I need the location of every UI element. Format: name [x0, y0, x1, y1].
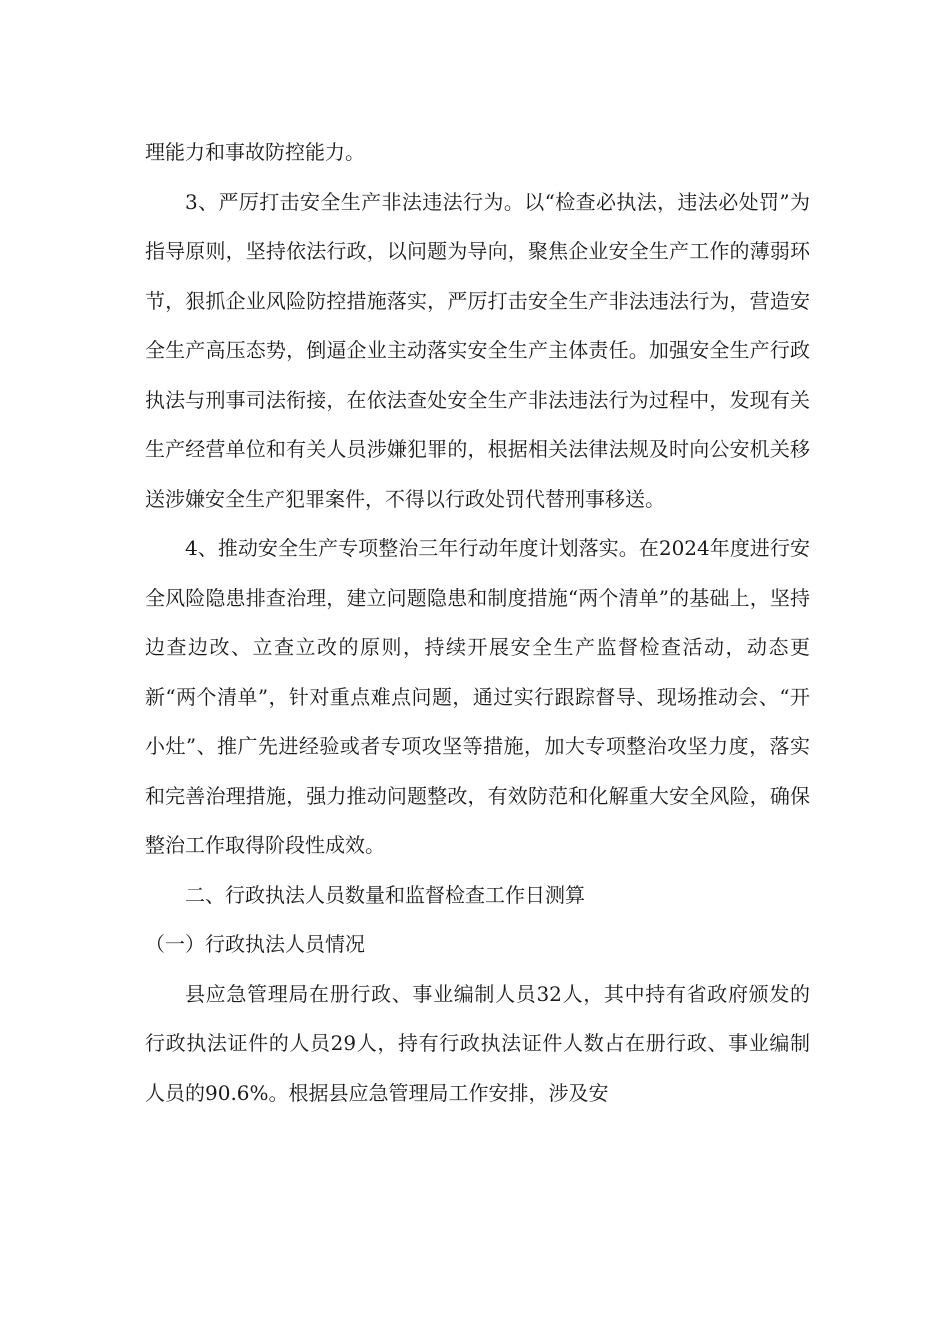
- paragraph-item-4: 4、推动安全生产专项整治三年行动年度计划落实。在2024年度进行安全风险隐患排查治理，建立问题隐患和制度措施“两个清单”的基础上，坚持边查边改、立查立改的原则，持续开展安全生产监督检查活动，动态更新“两个清单”，针对重点难点问题，通过实行跟踪督导、现场推动会、“开小灶”、推广先进经验或者专项攻坚等措施，加大专项整治攻坚力度，落实和完善治理措施，强力推动问题整改，有效防范和化解重大安全风险，确保整治工作取得阶段性成效。: [145, 536, 810, 857]
- paragraph-staff: 县应急管理局在册行政、事业编制人员32人，其中持有省政府颁发的行政执法证件的人员29人，持有行政执法证件人数占在册行政、事业编制人员的90.6%。根据县应急管理局工作安排，涉及安: [145, 981, 810, 1105]
- subsection-heading-1: （一）行政执法人员情况: [145, 932, 365, 956]
- section-heading-2: 二、行政执法人员数量和监督检查工作日测算: [185, 882, 585, 907]
- paragraph-continuation: 理能力和事故防控能力。: [145, 140, 365, 164]
- document-body: [145, 128, 810, 1118]
- paragraph-item-3: 3、严厉打击安全生产非法违法行为。以“检查必执法，违法必处罚”为指导原则，坚持依法行政，以问题为导向，聚焦企业安全生产工作的薄弱环节，狠抓企业风险防控措施落实，严厉打击安全生产非法违法行为，营造安全生产高压态势，倒逼企业主动落实安全生产主体责任。加强安全生产行政执法与刑事司法衔接，在依法查处安全生产非法违法行为过程中，发现有关生产经营单位和有关人员涉嫌犯罪的，根据相关法律法规及时向公安机关移送涉嫌安全生产犯罪案件，不得以行政处罚代替刑事移送。: [145, 189, 810, 511]
